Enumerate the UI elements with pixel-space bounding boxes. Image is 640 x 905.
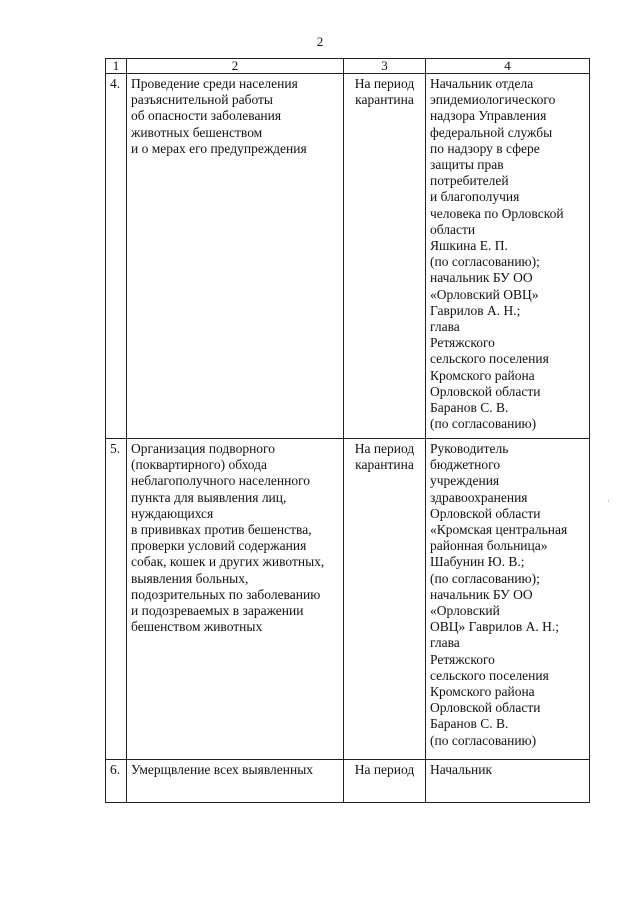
- cell-line: Баранов С. В.: [430, 400, 509, 416]
- cell-line: в прививках против бешенства,: [131, 522, 312, 538]
- cell-line: На период: [354, 762, 415, 777]
- cell-line: Баранов С. В.: [430, 716, 509, 732]
- cell-line: сельского поселения: [430, 351, 549, 367]
- cell-line: неблагополучного населенного: [131, 473, 311, 489]
- cell-line: федеральной службы: [430, 124, 553, 140]
- cell-line: (по согласованию);: [430, 570, 540, 586]
- row-number: 4.: [106, 74, 127, 439]
- cell-line: собак, кошек и других животных,: [131, 554, 325, 570]
- cell-line: Умерщвление всех выявленных: [131, 762, 314, 777]
- cell-line: начальник БУ ОО: [430, 270, 533, 286]
- cell-line: «Кромская центральная: [430, 522, 568, 538]
- cell-line: и о мерах его предупреждения: [131, 140, 307, 156]
- cell-line: (по согласованию): [430, 732, 537, 748]
- cell-line: нуждающихся: [131, 505, 214, 521]
- cell-line: Кромского района: [430, 684, 535, 700]
- header-cell-3: 3: [344, 59, 426, 74]
- cell-line: проверки условий содержания: [131, 538, 307, 554]
- cell-line: сельского поселения: [430, 667, 549, 683]
- row-number: 5.: [106, 439, 127, 760]
- cell-line: защиты прав: [430, 157, 504, 173]
- cell-line: потребителей: [430, 173, 509, 189]
- cell-line: по надзору в сфере: [430, 140, 540, 156]
- cell-line: Начальник: [430, 762, 493, 777]
- table-row: [106, 439, 590, 760]
- cell-line: Руководитель: [430, 441, 509, 456]
- cell-line: человека по Орловской: [430, 205, 564, 221]
- cell-line: и подозреваемых в заражении: [131, 603, 304, 619]
- responsible-cell: [426, 760, 590, 803]
- cell-line: Организация подворного: [131, 441, 275, 456]
- cell-line: глава: [430, 635, 460, 651]
- cell-line: карантина: [355, 92, 414, 108]
- cell-line: Начальник отдела: [430, 76, 534, 91]
- page-number: 2: [316, 34, 324, 49]
- cell-line: надзора Управления: [430, 108, 547, 124]
- header-cell-2: 2: [127, 59, 344, 74]
- table-header-row: [106, 59, 590, 74]
- cell-line: начальник БУ ОО: [430, 586, 533, 602]
- cell-line: об опасности заболевания: [131, 108, 282, 124]
- header-cell-4: 4: [426, 59, 590, 74]
- activity-cell: [127, 439, 344, 760]
- cell-line: здравоохранения: [430, 489, 528, 505]
- responsible-cell: [426, 74, 590, 439]
- header-cell-1: 1: [106, 59, 127, 74]
- measures-table: [105, 58, 590, 803]
- cell-line: бюджетного: [430, 457, 501, 473]
- cell-line: Яшкина Е. П.: [430, 238, 508, 254]
- cell-line: учреждения: [430, 473, 500, 489]
- cell-line: Ретяжского: [430, 335, 495, 351]
- cell-line: (поквартирного) обхода: [131, 457, 268, 473]
- cell-line: На период: [354, 76, 415, 91]
- table-row: [106, 74, 590, 439]
- activity-cell: [127, 74, 344, 439]
- cell-line: Орловской области: [430, 505, 541, 521]
- cell-line: эпидемиологического: [430, 92, 556, 108]
- cell-line: бешенством животных: [131, 619, 263, 635]
- cell-line: разъяснительной работы: [131, 92, 273, 108]
- cell-line: «Орловский: [430, 603, 500, 619]
- cell-line: подозрительных по заболеванию: [131, 586, 321, 602]
- cell-line: Кромского района: [430, 367, 535, 383]
- cell-line: (по согласованию);: [430, 254, 540, 270]
- cell-line: Проведение среди населения: [131, 76, 298, 91]
- cell-line: районная больница»: [430, 538, 548, 554]
- activity-cell: [127, 760, 344, 803]
- cell-line: карантина: [355, 457, 414, 473]
- cell-line: Ретяжского: [430, 651, 495, 667]
- cell-line: На период: [354, 441, 415, 456]
- cell-line: выявления больных,: [131, 570, 249, 586]
- cell-line: животных бешенством: [131, 124, 263, 140]
- cell-line: Гаврилов А. Н.;: [430, 302, 521, 318]
- cell-line: Орловской области: [430, 700, 541, 716]
- cell-line: и благополучия: [430, 189, 520, 205]
- cell-line: ОВЦ» Гаврилов А. Н.;: [430, 619, 560, 635]
- period-cell: [344, 760, 426, 803]
- cell-line: (по согласованию): [430, 416, 537, 432]
- responsible-cell: [426, 439, 590, 760]
- table-row: [106, 760, 590, 803]
- cell-line: Шабунин Ю. В.;: [430, 554, 525, 570]
- cell-line: глава: [430, 319, 460, 335]
- cell-line: Орловской области: [430, 383, 541, 399]
- cell-line: области: [430, 221, 476, 237]
- cell-line: «Орловский ОВЦ»: [430, 286, 539, 302]
- period-cell: [344, 439, 426, 760]
- cell-line: пункта для выявления лиц,: [131, 489, 287, 505]
- row-number: 6.: [106, 760, 127, 803]
- scan-edge-mark: ·: [607, 496, 610, 506]
- period-cell: [344, 74, 426, 439]
